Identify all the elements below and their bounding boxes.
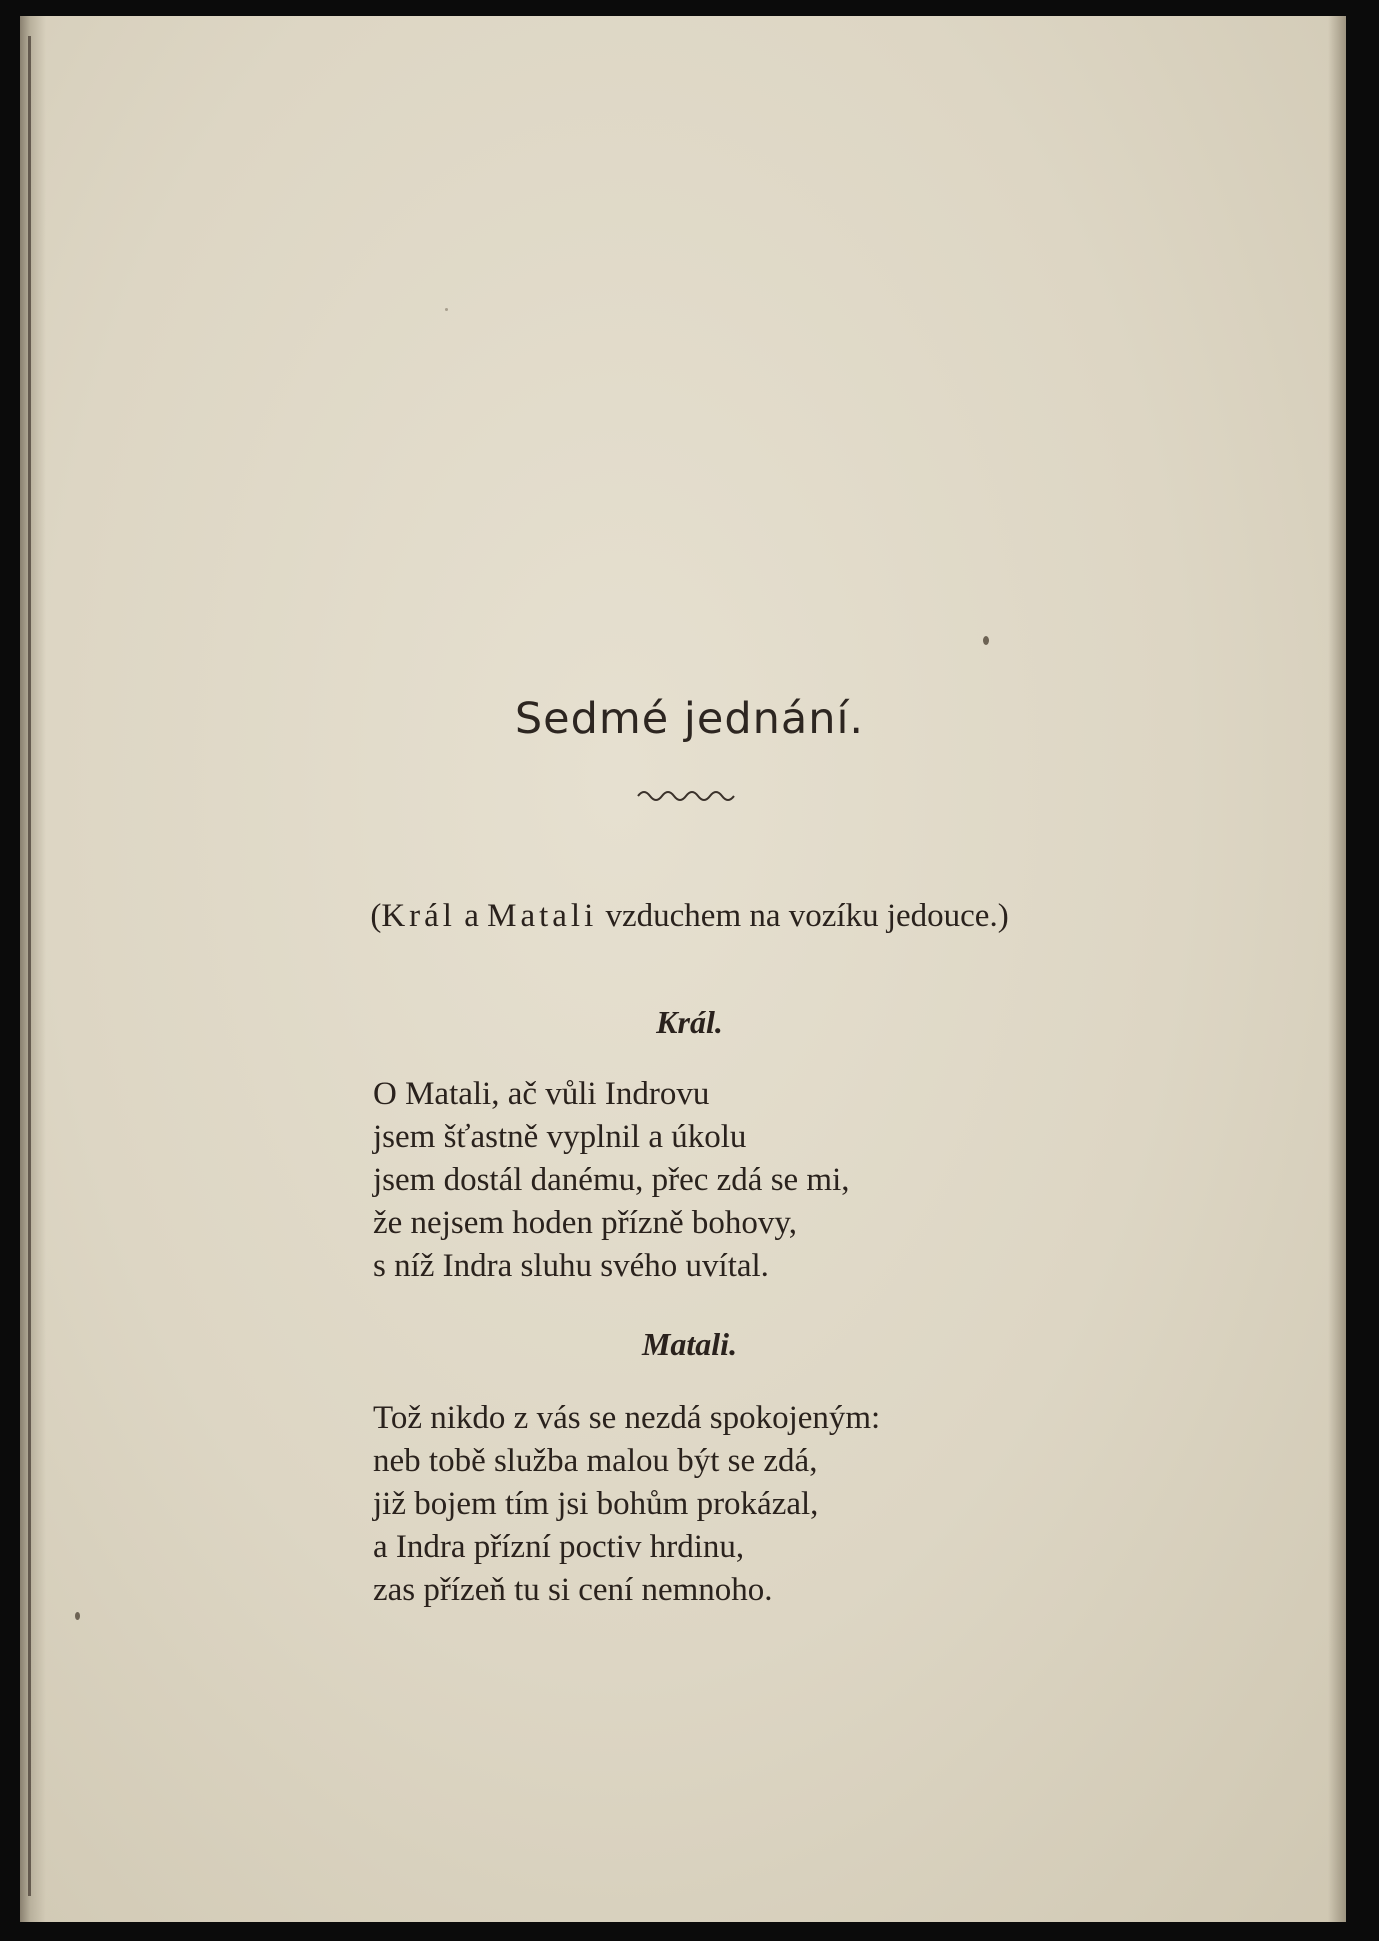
verse-line: Tož nikdo z vás se nezdá spokojeným: [373,1400,881,1436]
verse-line: O Matali, ač vůli Indrovu [373,1076,710,1112]
verse-line: a Indra přízní poctiv hrdinu, [373,1529,745,1565]
verse-line: zas přízeň tu si cení nemnoho. [373,1572,773,1608]
verse-line: s níž Indra sluhu svého uvítal. [373,1248,769,1284]
binding-edge-line [28,36,31,1896]
paper-speck [75,1612,80,1620]
speaker-name: Matali. [641,1326,738,1362]
verse-line: již bojem tím jsi bohům prokázal, [373,1486,819,1522]
verse-line: neb tobě služba malou být se zdá, [373,1443,818,1479]
verse-line: jsem šťastně vyplnil a úkolu [373,1119,747,1155]
stage-direction-open: ( [370,898,382,934]
binding-shadow [20,16,46,1922]
verse-line: že nejsem hoden přízně bohovy, [373,1205,797,1241]
page-edge-shadow [1328,16,1346,1922]
paper-speck [445,308,448,311]
speaker-name: Král. [656,1004,723,1040]
book-page [20,16,1346,1922]
verse-block [373,1073,850,1288]
stage-direction [0,898,1379,935]
verse-block [373,1397,880,1612]
paper-speck [983,636,989,645]
verse-line: jsem dostál danému, přec zdá se mi, [373,1162,850,1198]
stage-direction-and: a [455,898,488,934]
act-title: Sedmé jednání. [514,694,865,744]
stage-direction-king: Král [381,898,456,934]
stage-direction-rest: vzduchem na vozíku jedouce.) [597,898,1009,934]
stage-direction-matali: Matali [487,898,598,934]
wavy-ornament [636,784,738,804]
